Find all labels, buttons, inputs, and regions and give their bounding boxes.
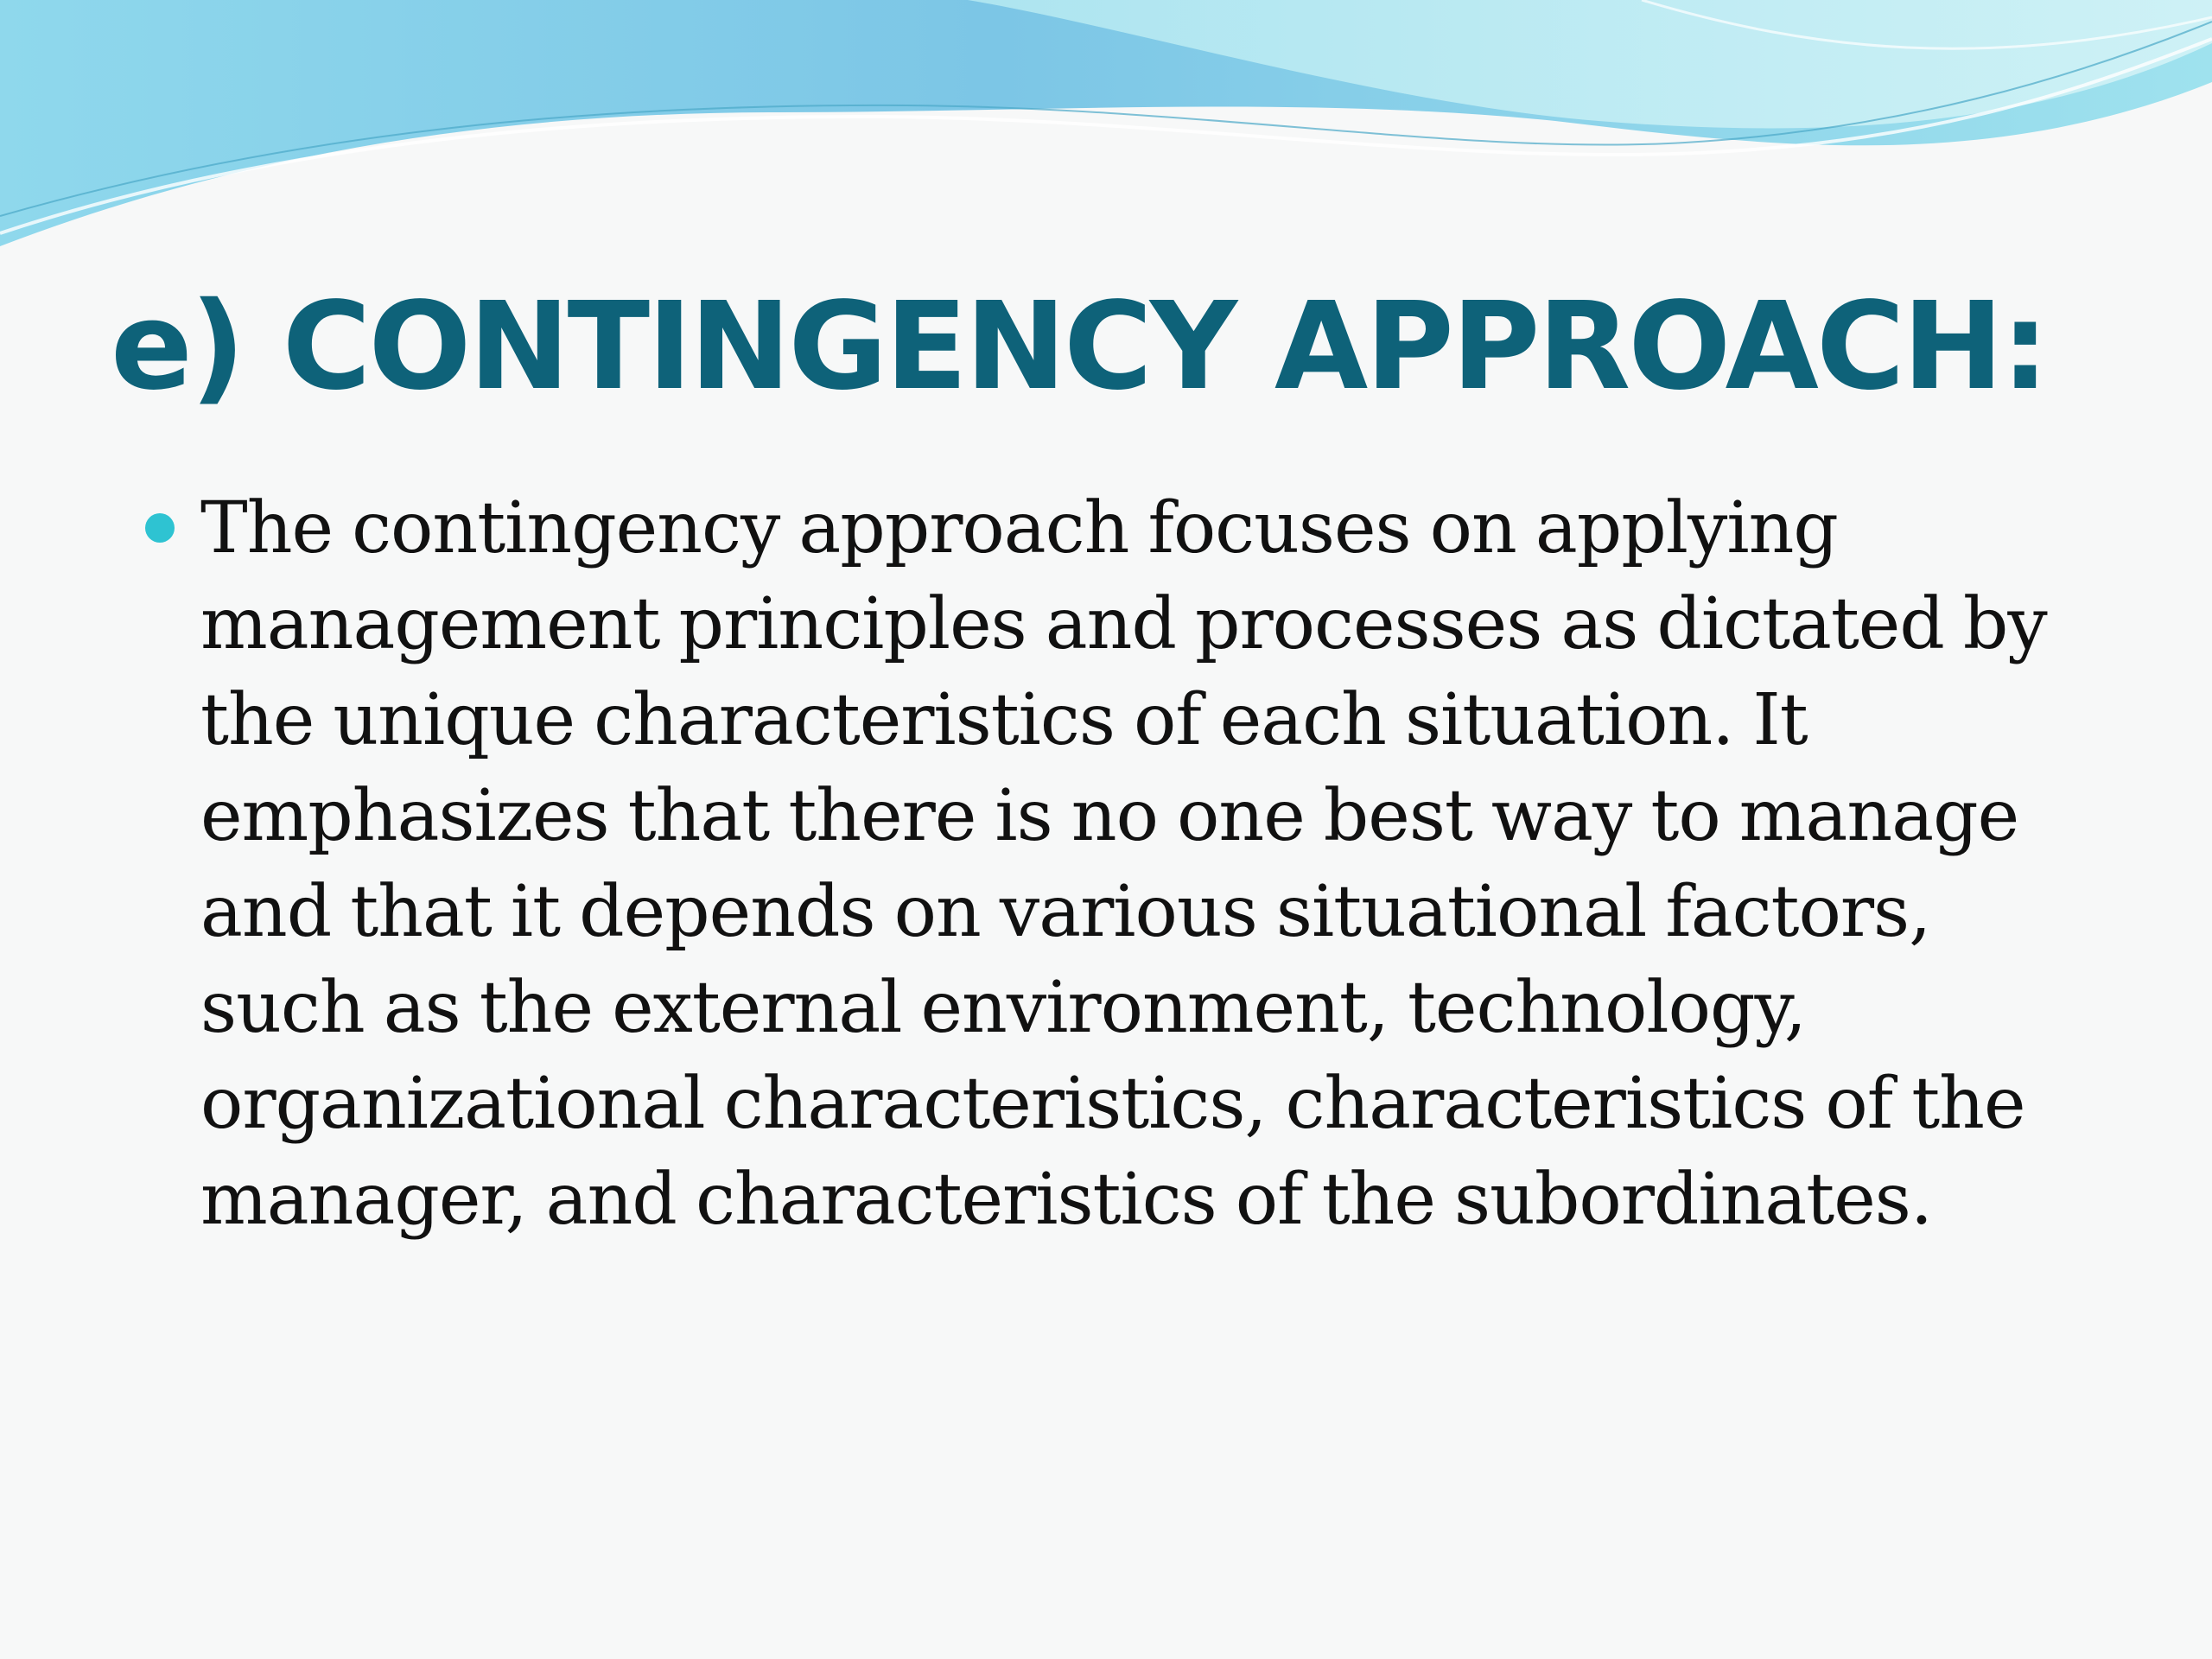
wave-header-decoration xyxy=(0,0,2212,259)
bullet-list xyxy=(138,480,2091,1248)
bullet-text: The contingency approach focuses on applying management principles and processes as dictated by the unique characteristics of each situation. It emphasizes that there is no one best way to manage and that it depends on various situational factors, such as the external environment, technology, organizational characteristics, characteristics of the manager, and characteristics of the subordinates. xyxy=(200,487,2047,1241)
slide-title: e) CONTINGENCY APPROACH: xyxy=(111,276,2047,417)
bullet-item xyxy=(138,480,2091,1248)
bullet-dot-icon xyxy=(145,513,175,543)
